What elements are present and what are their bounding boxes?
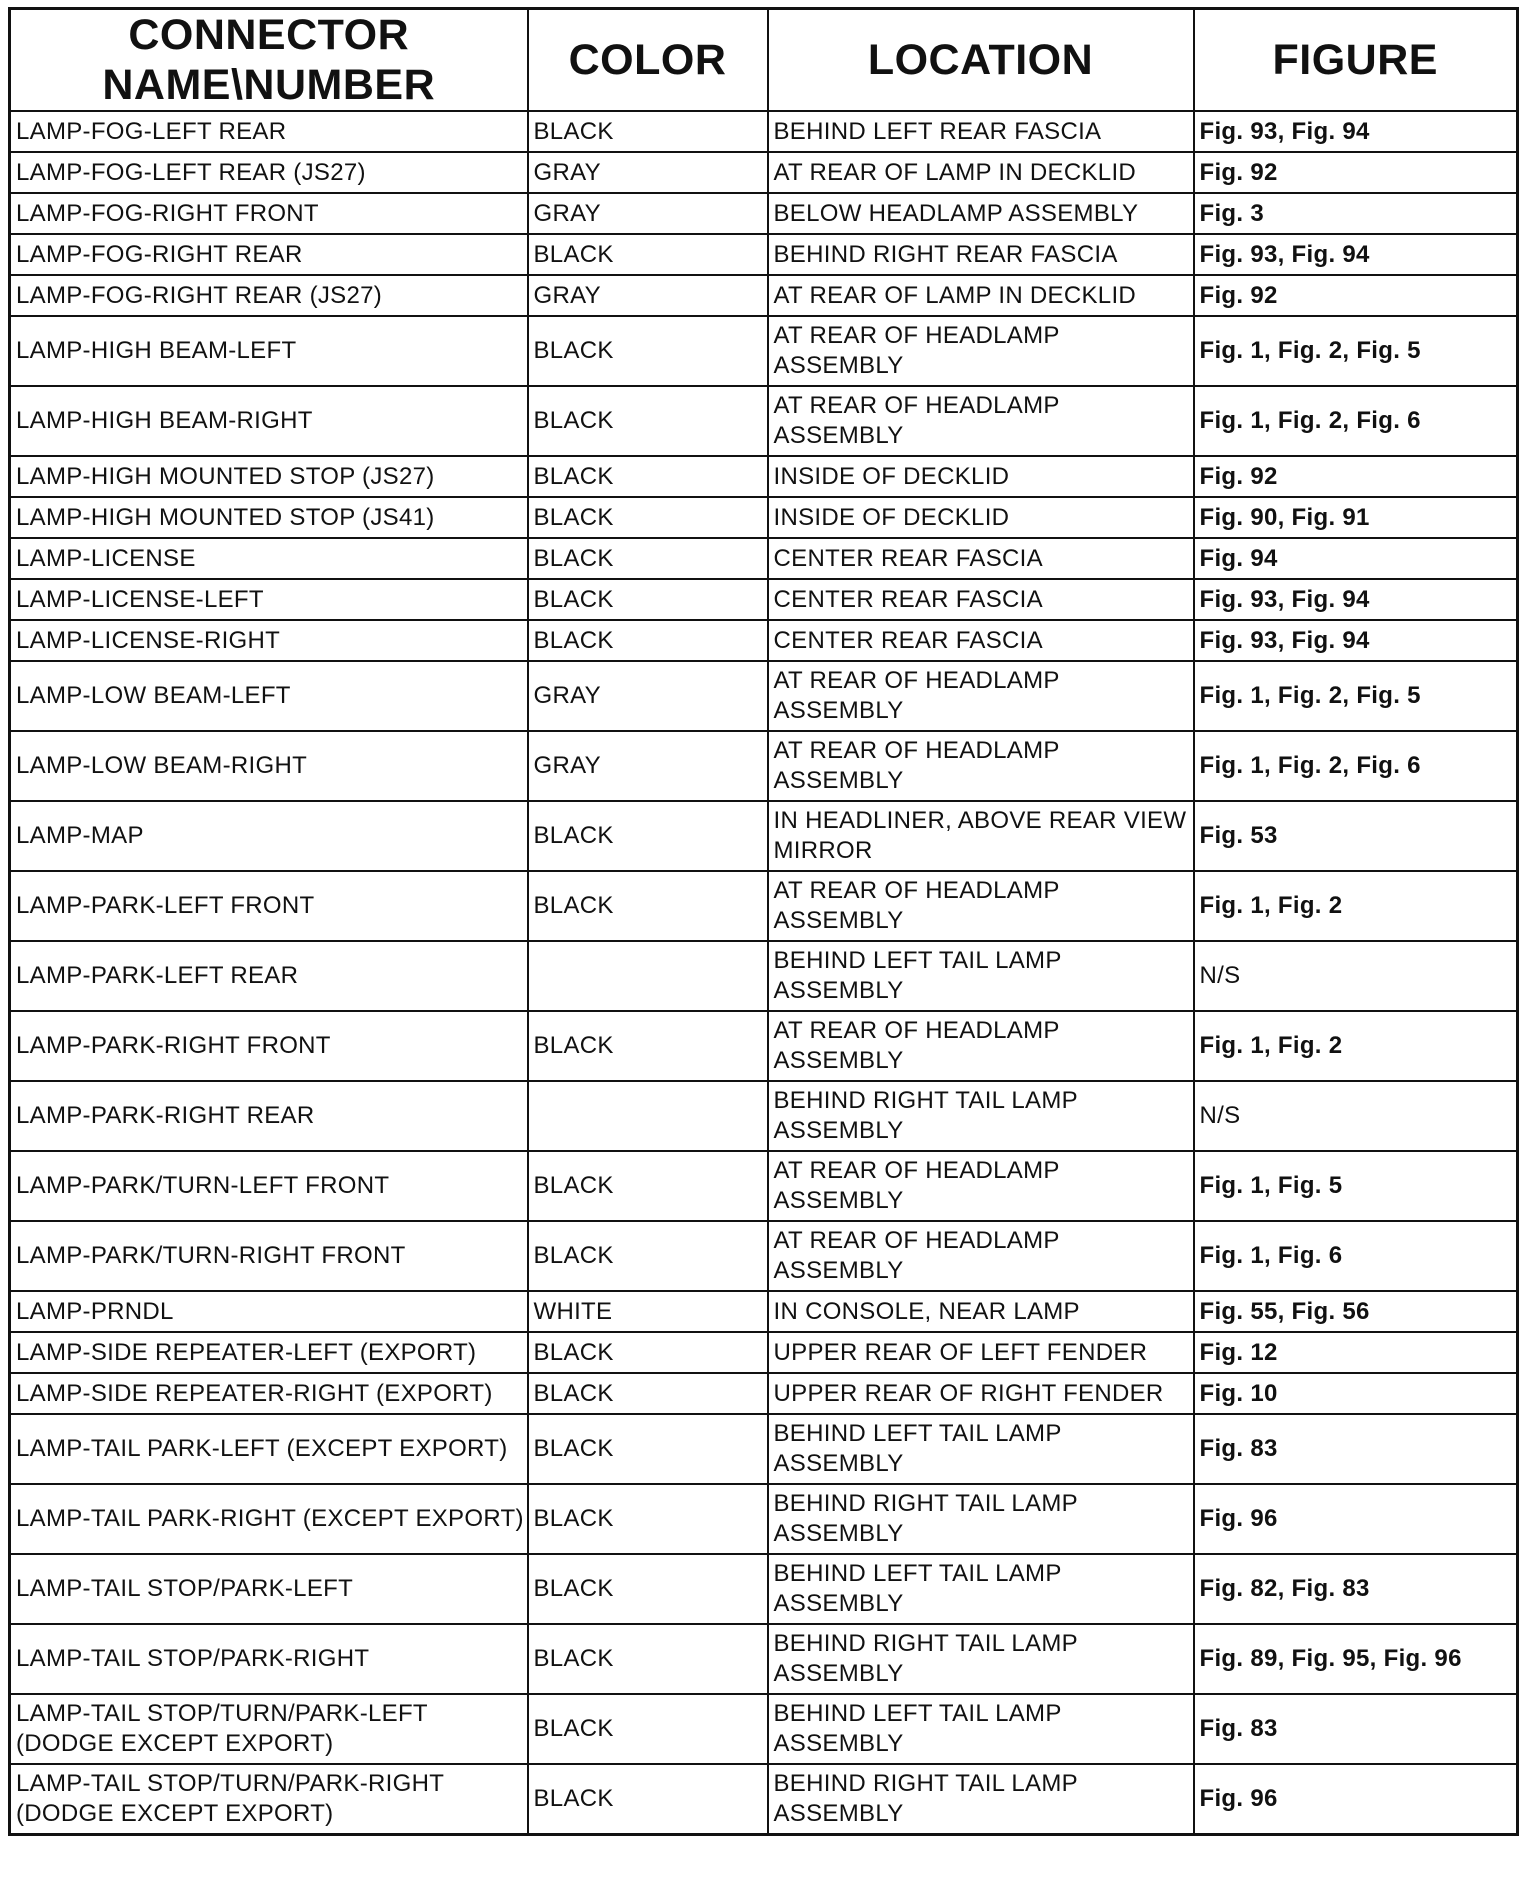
header-location: LOCATION xyxy=(768,9,1194,112)
name-cell: LAMP-PARK/TURN-RIGHT FRONT xyxy=(10,1221,528,1291)
figure-cell: Fig. 1, Fig. 2, Fig. 5 xyxy=(1194,316,1518,386)
figure-cell: Fig. 92 xyxy=(1194,152,1518,193)
name-cell: LAMP-FOG-RIGHT REAR xyxy=(10,234,528,275)
location-cell: CENTER REAR FASCIA xyxy=(768,620,1194,661)
color-cell: BLACK xyxy=(528,871,768,941)
table-row xyxy=(10,1694,1518,1764)
table-row xyxy=(10,234,1518,275)
table-row xyxy=(10,731,1518,801)
figure-cell: Fig. 93, Fig. 94 xyxy=(1194,234,1518,275)
name-cell: LAMP-TAIL STOP/PARK-RIGHT xyxy=(10,1624,528,1694)
table-row xyxy=(10,193,1518,234)
location-cell: AT REAR OF LAMP IN DECKLID xyxy=(768,152,1194,193)
header-figure: FIGURE xyxy=(1194,9,1518,112)
color-cell: BLACK xyxy=(528,1694,768,1764)
location-cell: AT REAR OF HEADLAMP ASSEMBLY xyxy=(768,1151,1194,1221)
table-row xyxy=(10,941,1518,1011)
name-cell: LAMP-PARK/TURN-LEFT FRONT xyxy=(10,1151,528,1221)
header-name-line1: CONNECTOR xyxy=(128,11,410,59)
name-cell: LAMP-TAIL PARK-RIGHT (EXCEPT EXPORT) xyxy=(10,1484,528,1554)
color-cell xyxy=(528,941,768,1011)
color-cell: WHITE xyxy=(528,1291,768,1332)
color-cell: GRAY xyxy=(528,731,768,801)
name-cell: LAMP-FOG-LEFT REAR xyxy=(10,111,528,152)
name-cell: LAMP-LICENSE-LEFT xyxy=(10,579,528,620)
table-row xyxy=(10,1554,1518,1624)
figure-cell: Fig. 93, Fig. 94 xyxy=(1194,111,1518,152)
location-cell: AT REAR OF HEADLAMP ASSEMBLY xyxy=(768,1221,1194,1291)
figure-cell: Fig. 3 xyxy=(1194,193,1518,234)
color-cell: BLACK xyxy=(528,1484,768,1554)
name-cell: LAMP-MAP xyxy=(10,801,528,871)
figure-cell: Fig. 1, Fig. 2, Fig. 6 xyxy=(1194,731,1518,801)
name-cell: LAMP-FOG-RIGHT REAR (JS27) xyxy=(10,275,528,316)
location-cell: BEHIND LEFT TAIL LAMP ASSEMBLY xyxy=(768,1414,1194,1484)
figure-cell: Fig. 92 xyxy=(1194,456,1518,497)
name-cell: LAMP-TAIL STOP/PARK-LEFT xyxy=(10,1554,528,1624)
table-row xyxy=(10,1221,1518,1291)
location-cell: BEHIND LEFT TAIL LAMP ASSEMBLY xyxy=(768,1554,1194,1624)
table-row xyxy=(10,620,1518,661)
color-cell: BLACK xyxy=(528,1554,768,1624)
color-cell: BLACK xyxy=(528,111,768,152)
color-cell xyxy=(528,1081,768,1151)
location-cell: AT REAR OF HEADLAMP ASSEMBLY xyxy=(768,871,1194,941)
table-row xyxy=(10,1414,1518,1484)
name-cell: LAMP-SIDE REPEATER-RIGHT (EXPORT) xyxy=(10,1373,528,1414)
name-cell: LAMP-TAIL PARK-LEFT (EXCEPT EXPORT) xyxy=(10,1414,528,1484)
table-header-row xyxy=(10,9,1518,112)
color-cell: BLACK xyxy=(528,801,768,871)
name-cell: LAMP-TAIL STOP/TURN/PARK-RIGHT (DODGE EXCEPT EXPORT) xyxy=(10,1764,528,1835)
table-row xyxy=(10,1332,1518,1373)
location-cell: AT REAR OF HEADLAMP ASSEMBLY xyxy=(768,661,1194,731)
name-cell: LAMP-HIGH BEAM-LEFT xyxy=(10,316,528,386)
figure-cell: Fig. 90, Fig. 91 xyxy=(1194,497,1518,538)
location-cell: BEHIND LEFT TAIL LAMP ASSEMBLY xyxy=(768,1694,1194,1764)
connector-table-page xyxy=(8,7,1516,1893)
name-cell: LAMP-TAIL STOP/TURN/PARK-LEFT (DODGE EXCEPT EXPORT) xyxy=(10,1694,528,1764)
color-cell: BLACK xyxy=(528,1624,768,1694)
color-cell: BLACK xyxy=(528,1011,768,1081)
table-row xyxy=(10,1373,1518,1414)
color-cell: BLACK xyxy=(528,456,768,497)
figure-cell: Fig. 1, Fig. 6 xyxy=(1194,1221,1518,1291)
figure-cell: Fig. 1, Fig. 5 xyxy=(1194,1151,1518,1221)
location-cell: BEHIND LEFT REAR FASCIA xyxy=(768,111,1194,152)
color-cell: GRAY xyxy=(528,275,768,316)
name-cell: LAMP-LOW BEAM-RIGHT xyxy=(10,731,528,801)
figure-cell: N/S xyxy=(1194,941,1518,1011)
figure-cell: Fig. 83 xyxy=(1194,1694,1518,1764)
color-cell: BLACK xyxy=(528,1332,768,1373)
name-cell: LAMP-FOG-LEFT REAR (JS27) xyxy=(10,152,528,193)
table-row xyxy=(10,456,1518,497)
figure-cell: Fig. 53 xyxy=(1194,801,1518,871)
figure-cell: Fig. 82, Fig. 83 xyxy=(1194,1554,1518,1624)
location-cell: AT REAR OF HEADLAMP ASSEMBLY xyxy=(768,1011,1194,1081)
table-row xyxy=(10,579,1518,620)
figure-cell: Fig. 12 xyxy=(1194,1332,1518,1373)
color-cell: BLACK xyxy=(528,1414,768,1484)
table-row xyxy=(10,152,1518,193)
color-cell: GRAY xyxy=(528,152,768,193)
location-cell: CENTER REAR FASCIA xyxy=(768,579,1194,620)
color-cell: BLACK xyxy=(528,1373,768,1414)
name-cell: LAMP-PARK-RIGHT REAR xyxy=(10,1081,528,1151)
figure-cell: Fig. 1, Fig. 2, Fig. 5 xyxy=(1194,661,1518,731)
location-cell: INSIDE OF DECKLID xyxy=(768,497,1194,538)
color-cell: BLACK xyxy=(528,497,768,538)
color-cell: BLACK xyxy=(528,234,768,275)
color-cell: BLACK xyxy=(528,579,768,620)
color-cell: GRAY xyxy=(528,661,768,731)
figure-cell: Fig. 83 xyxy=(1194,1414,1518,1484)
color-cell: GRAY xyxy=(528,193,768,234)
table-row xyxy=(10,1081,1518,1151)
location-cell: UPPER REAR OF LEFT FENDER xyxy=(768,1332,1194,1373)
table-row xyxy=(10,1624,1518,1694)
name-cell: LAMP-HIGH BEAM-RIGHT xyxy=(10,386,528,456)
table-row xyxy=(10,316,1518,386)
header-name-line2: NAME\NUMBER xyxy=(102,61,436,109)
name-cell: LAMP-HIGH MOUNTED STOP (JS41) xyxy=(10,497,528,538)
color-cell: BLACK xyxy=(528,538,768,579)
figure-cell: Fig. 1, Fig. 2 xyxy=(1194,1011,1518,1081)
color-cell: BLACK xyxy=(528,1151,768,1221)
table-row xyxy=(10,801,1518,871)
color-cell: BLACK xyxy=(528,316,768,386)
location-cell: BELOW HEADLAMP ASSEMBLY xyxy=(768,193,1194,234)
location-cell: BEHIND RIGHT REAR FASCIA xyxy=(768,234,1194,275)
location-cell: BEHIND RIGHT TAIL LAMP ASSEMBLY xyxy=(768,1624,1194,1694)
table-row xyxy=(10,111,1518,152)
table-row xyxy=(10,275,1518,316)
figure-cell: Fig. 94 xyxy=(1194,538,1518,579)
name-cell: LAMP-PARK-LEFT FRONT xyxy=(10,871,528,941)
name-cell: LAMP-FOG-RIGHT FRONT xyxy=(10,193,528,234)
figure-cell: Fig. 93, Fig. 94 xyxy=(1194,579,1518,620)
table-row xyxy=(10,1484,1518,1554)
location-cell: IN CONSOLE, NEAR LAMP xyxy=(768,1291,1194,1332)
color-cell: BLACK xyxy=(528,386,768,456)
figure-cell: Fig. 89, Fig. 95, Fig. 96 xyxy=(1194,1624,1518,1694)
table-row xyxy=(10,871,1518,941)
location-cell: AT REAR OF HEADLAMP ASSEMBLY xyxy=(768,731,1194,801)
name-cell: LAMP-LICENSE xyxy=(10,538,528,579)
location-cell: AT REAR OF HEADLAMP ASSEMBLY xyxy=(768,386,1194,456)
figure-cell: Fig. 96 xyxy=(1194,1764,1518,1835)
figure-cell: Fig. 96 xyxy=(1194,1484,1518,1554)
table-row xyxy=(10,1291,1518,1332)
table-row xyxy=(10,386,1518,456)
location-cell: AT REAR OF HEADLAMP ASSEMBLY xyxy=(768,316,1194,386)
figure-cell: Fig. 92 xyxy=(1194,275,1518,316)
location-cell: INSIDE OF DECKLID xyxy=(768,456,1194,497)
figure-cell: Fig. 1, Fig. 2 xyxy=(1194,871,1518,941)
location-cell: BEHIND RIGHT TAIL LAMP ASSEMBLY xyxy=(768,1484,1194,1554)
name-cell: LAMP-SIDE REPEATER-LEFT (EXPORT) xyxy=(10,1332,528,1373)
figure-cell: Fig. 93, Fig. 94 xyxy=(1194,620,1518,661)
table-row xyxy=(10,497,1518,538)
header-color: COLOR xyxy=(528,9,768,112)
location-cell: BEHIND RIGHT TAIL LAMP ASSEMBLY xyxy=(768,1081,1194,1151)
table-row xyxy=(10,1151,1518,1221)
name-cell: LAMP-HIGH MOUNTED STOP (JS27) xyxy=(10,456,528,497)
name-cell: LAMP-LICENSE-RIGHT xyxy=(10,620,528,661)
location-cell: IN HEADLINER, ABOVE REAR VIEW MIRROR xyxy=(768,801,1194,871)
table-row xyxy=(10,1764,1518,1835)
location-cell: AT REAR OF LAMP IN DECKLID xyxy=(768,275,1194,316)
figure-cell: N/S xyxy=(1194,1081,1518,1151)
color-cell: BLACK xyxy=(528,1764,768,1835)
location-cell: BEHIND RIGHT TAIL LAMP ASSEMBLY xyxy=(768,1764,1194,1835)
name-cell: LAMP-PRNDL xyxy=(10,1291,528,1332)
location-cell: UPPER REAR OF RIGHT FENDER xyxy=(768,1373,1194,1414)
figure-cell: Fig. 1, Fig. 2, Fig. 6 xyxy=(1194,386,1518,456)
header-connector-name xyxy=(10,9,528,112)
figure-cell: Fig. 10 xyxy=(1194,1373,1518,1414)
color-cell: BLACK xyxy=(528,620,768,661)
figure-cell: Fig. 55, Fig. 56 xyxy=(1194,1291,1518,1332)
name-cell: LAMP-PARK-RIGHT FRONT xyxy=(10,1011,528,1081)
table-row xyxy=(10,538,1518,579)
color-cell: BLACK xyxy=(528,1221,768,1291)
location-cell: BEHIND LEFT TAIL LAMP ASSEMBLY xyxy=(768,941,1194,1011)
connector-table xyxy=(8,7,1519,1836)
name-cell: LAMP-PARK-LEFT REAR xyxy=(10,941,528,1011)
table-row xyxy=(10,1011,1518,1081)
location-cell: CENTER REAR FASCIA xyxy=(768,538,1194,579)
table-row xyxy=(10,661,1518,731)
name-cell: LAMP-LOW BEAM-LEFT xyxy=(10,661,528,731)
